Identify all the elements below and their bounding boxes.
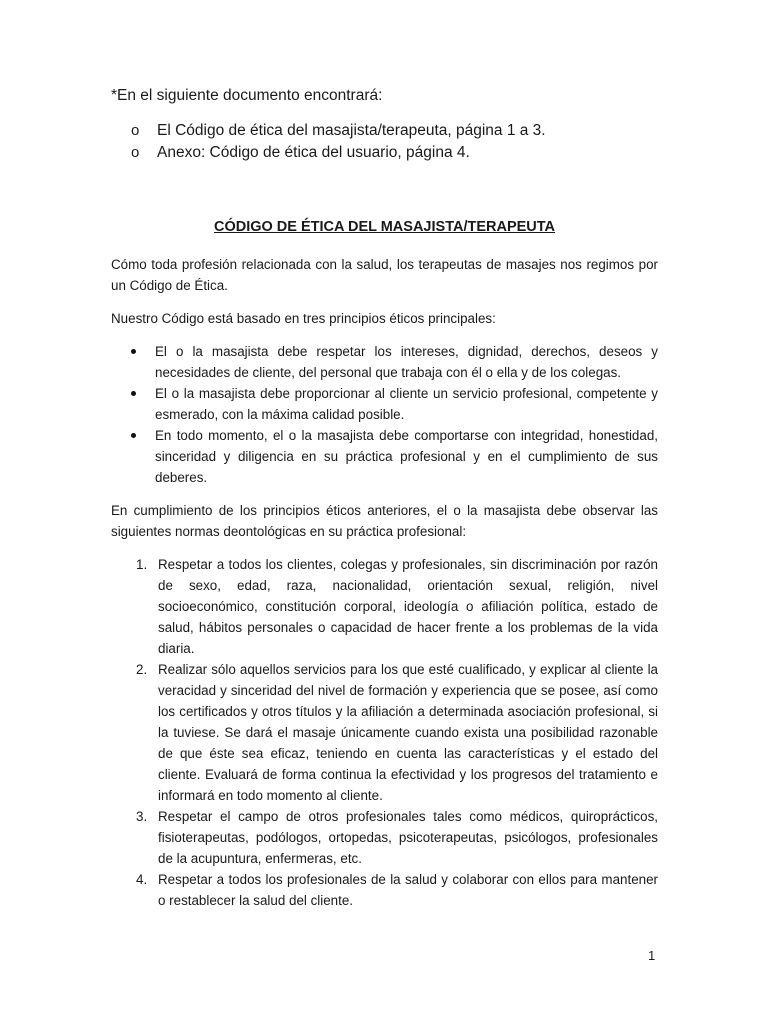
toc-item-text: Anexo: Código de ética del usuario, página 4. bbox=[157, 144, 470, 161]
toc-marker: o bbox=[131, 122, 140, 139]
list-item-text: Respetar a todos los profesionales de la salud y colaborar con ellos para mantener o restablecer la salud del cliente. bbox=[158, 872, 658, 908]
list-number: 2. bbox=[136, 662, 148, 677]
list-number: 1. bbox=[136, 557, 148, 572]
list-item bbox=[136, 554, 658, 659]
toc-item bbox=[131, 142, 658, 164]
list-item bbox=[136, 806, 658, 869]
list-item bbox=[131, 383, 658, 425]
paragraph: Nuestro Código está basado en tres principios éticos principales: bbox=[111, 311, 496, 326]
section-title: CÓDIGO DE ÉTICA DEL MASAJISTA/TERAPEUTA bbox=[213, 219, 556, 235]
norms-list bbox=[111, 554, 658, 911]
list-item-text: Respetar a todos los clientes, colegas y profesionales, sin discriminación por razón de sexo, edad, raza, nacionalidad, orientación sexual, religión, nivel socioeconómico, constitución corporal, ideología o afiliación política, estado de salud, hábitos personales o capacidad de hacer frente a los problemas de la vida diaria. bbox=[158, 557, 658, 656]
list-item bbox=[136, 869, 658, 911]
list-item-text: El o la masajista debe proporcionar al cliente un servicio profesional, competente y esmerado, con la máxima calidad posible. bbox=[155, 386, 658, 422]
list-item bbox=[136, 659, 658, 806]
paragraph: En cumplimiento de los principios éticos anteriores, el o la masajista debe observar las siguientes normas deontológicas en su práctica profesional: bbox=[111, 503, 658, 539]
document-body bbox=[111, 86, 658, 911]
list-item-text: Respetar el campo de otros profesionales tales como médicos, quiroprácticos, fisioterapeutas, podólogos, ortopedas, psicoterapeutas, psicólogos, profesionales de la acupuntura, enfermeras, etc. bbox=[158, 809, 658, 866]
list-item-text: El o la masajista debe respetar los intereses, dignidad, derechos, deseos y necesidades de cliente, del personal que trabaja con él o ella y de los colegas. bbox=[155, 344, 658, 380]
list-item-text: En todo momento, el o la masajista debe comportarse con integridad, honestidad, sinceridad y diligencia en su práctica profesional y en el cumplimiento de sus deberes. bbox=[155, 428, 658, 485]
bullet-icon bbox=[131, 391, 136, 396]
page-number: 1 bbox=[648, 948, 656, 963]
toc-item bbox=[131, 120, 658, 142]
toc-marker: o bbox=[131, 144, 140, 161]
list-item bbox=[131, 425, 658, 488]
list-number: 3. bbox=[136, 809, 148, 824]
list-item bbox=[131, 341, 658, 383]
bullet-icon bbox=[131, 433, 136, 438]
intro-text: *En el siguiente documento encontrará: bbox=[111, 87, 383, 104]
bullet-icon bbox=[131, 349, 136, 354]
principles-list bbox=[111, 341, 658, 488]
toc-item-text: El Código de ética del masajista/terapeuta, página 1 a 3. bbox=[157, 122, 546, 139]
list-item-text: Realizar sólo aquellos servicios para los que esté cualificado, y explicar al cliente la veracidad y sinceridad del nivel de formación y experiencia que se posee, así como los certificados y otros títulos y la afiliación a determinada asociación profesional, si la tuviese. Se dará el masaje únicamente cuando exista una posibilidad razonable de que éste sea eficaz, teniendo en cuenta las características y el estado del cliente. Evaluará de forma continua la efectividad y los progresos del tratamiento e informará en todo momento al cliente. bbox=[158, 662, 658, 803]
list-number: 4. bbox=[136, 872, 148, 887]
paragraph: Cómo toda profesión relacionada con la salud, los terapeutas de masajes nos regimos por un Código de Ética. bbox=[111, 257, 658, 293]
table-of-contents bbox=[111, 120, 658, 164]
